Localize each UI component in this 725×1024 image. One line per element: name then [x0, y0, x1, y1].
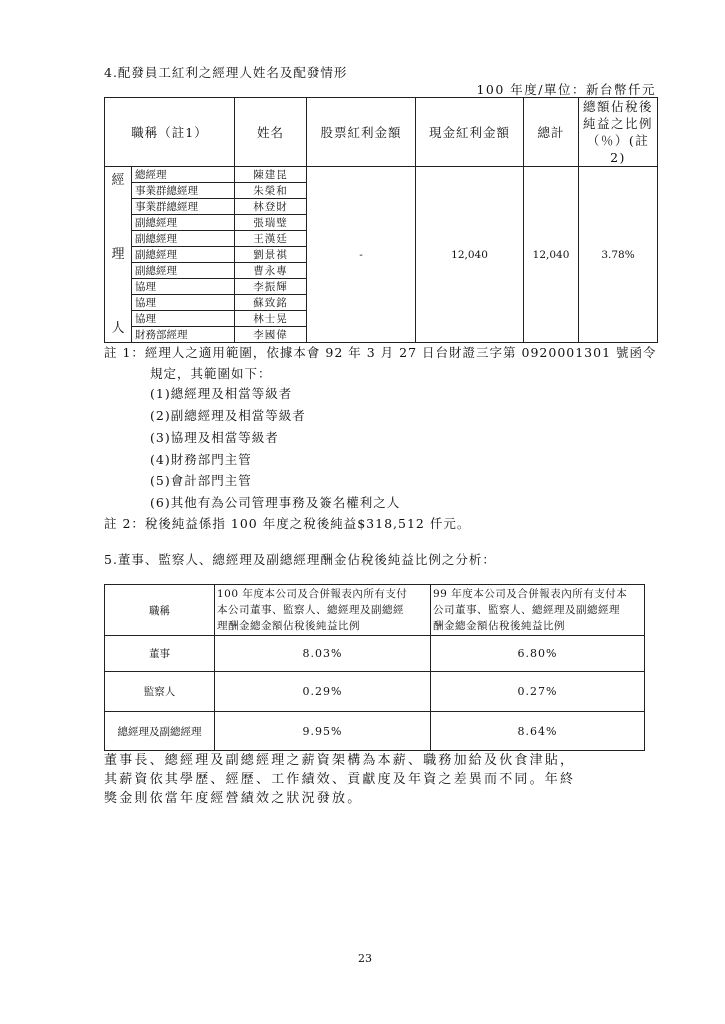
note1-item: (1)總經理及相當等級者 — [150, 386, 293, 401]
row-value-100: 8.03% — [215, 636, 431, 672]
cash-value: 12,040 — [416, 167, 524, 343]
manager-title: 事業群總經理 — [132, 183, 235, 199]
header-ratio-line3: （％）(註 2) — [586, 133, 650, 165]
compensation-table-header — [105, 585, 645, 636]
manager-name: 朱榮和 — [235, 183, 307, 199]
note1-item: (3)協理及相當等級者 — [150, 430, 279, 445]
manager-title: 事業群總經理 — [132, 199, 235, 215]
note1-item: (4)財務部門主管 — [150, 452, 252, 467]
manager-title: 副總經理 — [132, 263, 235, 279]
group-char: 人 — [111, 321, 125, 336]
ratio-value: 3.78% — [579, 167, 658, 343]
unit-label: 100 年度/單位：新台幣仟元 — [476, 82, 656, 97]
row-value-100: 9.95% — [215, 712, 431, 751]
row-title: 監察人 — [105, 672, 215, 712]
table-row — [105, 167, 658, 183]
manager-group-cell — [105, 167, 132, 343]
header-title: 職稱 — [105, 585, 215, 636]
total-value: 12,040 — [524, 167, 579, 343]
manager-name: 林登財 — [235, 199, 307, 215]
stock-value: - — [307, 167, 416, 343]
manager-name: 王漢廷 — [235, 231, 307, 247]
header-year99-line3: 酬金總金額佔稅後純益比例 — [433, 620, 565, 632]
header-ratio-line1: 總額佔稅後 — [583, 99, 654, 114]
header-title: 職稱（註1） — [105, 98, 235, 167]
page-number: 23 — [358, 952, 372, 965]
group-char: 經 — [111, 173, 125, 188]
row-title: 董事 — [105, 636, 215, 672]
note1-item: (2)副總經理及相當等級者 — [150, 408, 306, 423]
row-value-100: 0.29% — [215, 672, 431, 712]
group-char: 理 — [111, 247, 125, 262]
manager-name: 李振輝 — [235, 279, 307, 295]
table-row — [105, 672, 645, 712]
manager-title: 總經理 — [132, 167, 235, 183]
header-year99-line1: 99 年度本公司及合併報表內所有支付本 — [433, 588, 628, 600]
header-cash: 現金紅利金額 — [416, 98, 524, 167]
manager-title: 財務部經理 — [132, 327, 235, 343]
manager-name: 林士晃 — [235, 311, 307, 327]
bonus-table — [104, 97, 658, 343]
note1-line2: 規定，其範圍如下： — [150, 366, 272, 381]
table-row — [105, 712, 645, 751]
note1-item: (6)其他有為公司管理事務及簽名權利之人 — [150, 495, 401, 510]
manager-name: 李國偉 — [235, 327, 307, 343]
paragraph-line3: 獎金則依當年度經營績效之狀況發放。 — [104, 791, 363, 806]
header-year100 — [215, 585, 431, 636]
compensation-table — [104, 584, 645, 751]
header-total: 總計 — [524, 98, 579, 167]
manager-name: 陳建昆 — [235, 167, 307, 183]
header-year100-line1: 100 年度本公司及合併報表內所有支付 — [217, 588, 408, 600]
row-value-99: 0.27% — [431, 672, 645, 712]
table-row — [105, 636, 645, 672]
row-value-99: 6.80% — [431, 636, 645, 672]
header-ratio — [579, 98, 658, 167]
note2: 註 2：稅後純益係指 100 年度之稅後純益$318,512 仟元。 — [104, 516, 471, 531]
section4-title: 4.配發員工紅利之經理人姓名及配發情形 — [104, 65, 348, 80]
manager-title: 協理 — [132, 311, 235, 327]
row-value-99: 8.64% — [431, 712, 645, 751]
header-ratio-line2: 純益之比例 — [583, 116, 654, 131]
manager-title: 副總經理 — [132, 231, 235, 247]
note1-item: (5)會計部門主管 — [150, 473, 252, 488]
manager-title: 副總經理 — [132, 215, 235, 231]
manager-name: 曹永專 — [235, 263, 307, 279]
paragraph-line2: 其薪資依其學歷、經歷、工作績效、貢獻度及年資之差異而不同。年終 — [104, 772, 576, 787]
manager-name: 蘇致銘 — [235, 295, 307, 311]
row-title: 總經理及副總經理 — [105, 712, 215, 751]
header-year100-line3: 理酬金總金額佔稅後純益比例 — [217, 620, 360, 632]
header-name: 姓名 — [235, 98, 307, 167]
manager-title: 協理 — [132, 295, 235, 311]
header-stock: 股票紅利金額 — [307, 98, 416, 167]
header-year99 — [431, 585, 645, 636]
section5-title: 5.董事、監察人、總經理及副總經理酬金佔稅後純益比例之分析： — [104, 552, 496, 567]
header-year99-line2: 公司董事、監察人、總經理及副總經理 — [433, 604, 620, 616]
paragraph-line1: 董事長、總經理及副總經理之薪資架構為本薪、職務加給及伙食津貼， — [104, 753, 576, 768]
manager-title: 協理 — [132, 279, 235, 295]
note1-line1: 註 1：經理人之適用範圍，依據本會 92 年 3 月 27 日台財證三字第 0920001301 號函令 — [104, 345, 657, 360]
manager-name: 劉景祺 — [235, 247, 307, 263]
manager-title: 副總經理 — [132, 247, 235, 263]
manager-name: 張瑞璧 — [235, 215, 307, 231]
bonus-table-header — [105, 98, 658, 167]
header-year100-line2: 本公司董事、監察人、總經理及副總經 — [217, 604, 404, 616]
